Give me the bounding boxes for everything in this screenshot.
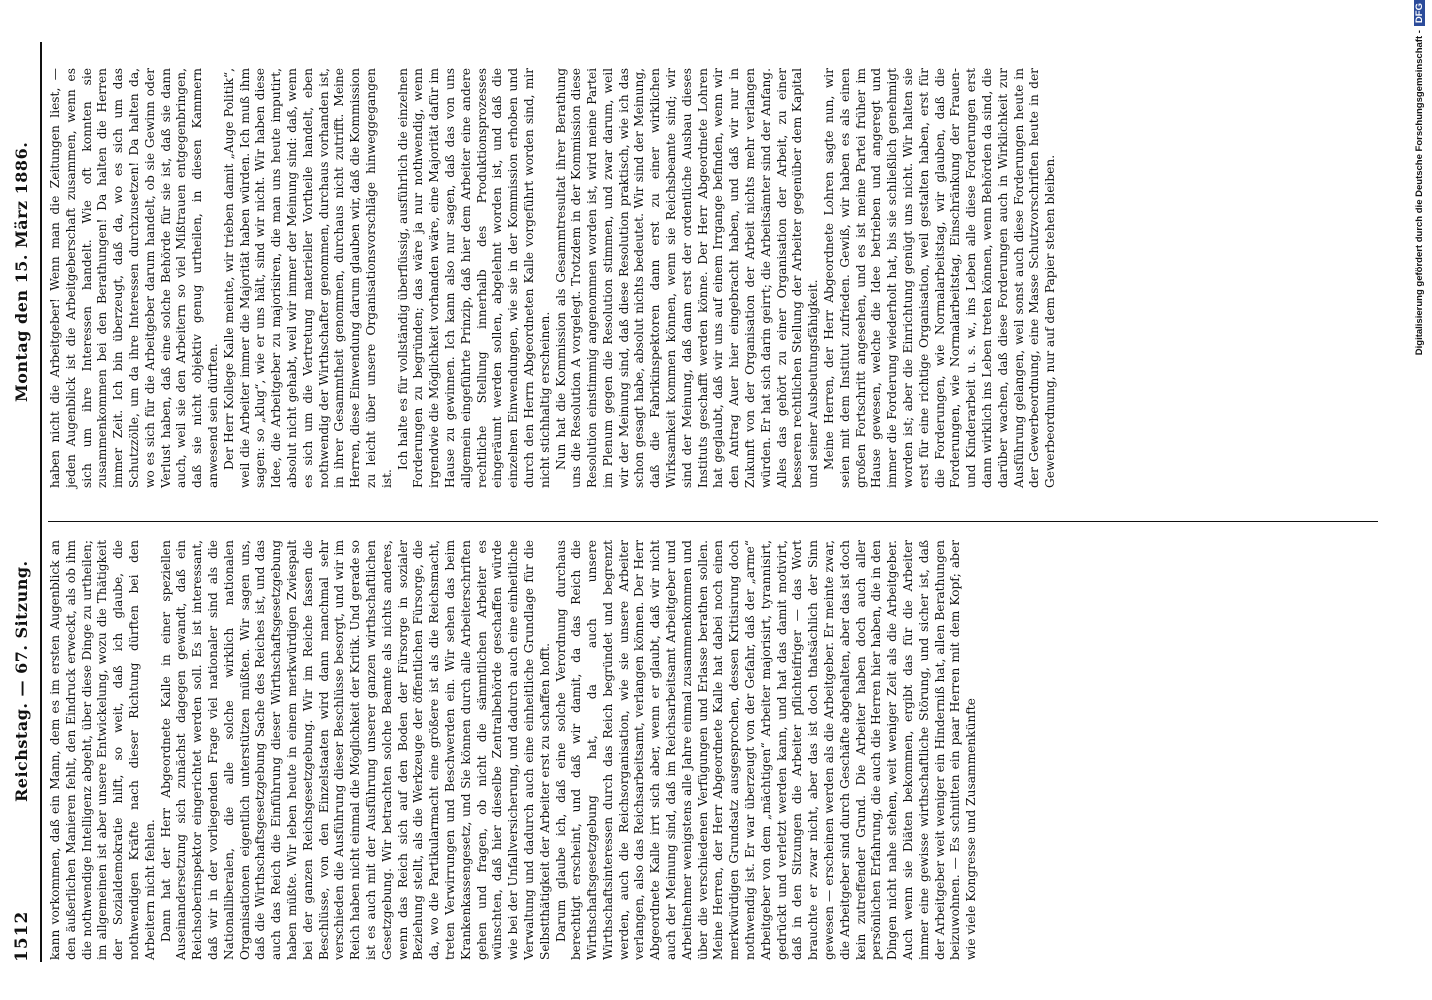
paragraph: Dann hat der Herr Abgeordnete Kalle in einer speziellen Auseinandersetzung sich zunächst dagegen gewandt, daß ein Reichsoberinspektor eingerichtet werden soll. Es ist interessant, daß wir in der vorliegenden Frage viel nationaler sind als die Nationalliberalen, die alle solche wirklich nationalen Organisationen eigentlich unterstützen müßten. Wir sagen uns, daß die Wirthschaftsgesetzgebung Sache des Reiches ist, und das auch das Reich die Einführung dieser Wirthschaftsgesetzgebung haben müßte. Wir leben heute in einem merkwürdigen Zwiespalt bei der ganzen Reichsgesetzgebung. Wir im Reiche fassen die Beschlüsse, von den Einzelstaaten wird dann manchmal sehr verschieden die Ausführung dieser Beschlüsse besorgt, und wir im Reich haben nicht einmal die Möglichkeit der Kritik. Und gerade so ist es auch mit der Ausführung unserer ganzen wirthschaftlichen Gesetzgebung. Wir betrachten solche Beamte als nichts anderes, wenn das Reich sich auf den Boden der Fürsorge in sozialer Beziehung stellt, als die Werkzeuge der öffentlichen Fürsorge, die da, wo die Partikularmacht eine größere ist als die Reichsmacht, treten Verwirrungen und Beschwerden ein. Wir sehen das beim Krankenkassengesetz, und Sie können durch alle Arbeiterschriften gehen und fragen, ob nicht die sämmtlichen Arbeiter es wünschten, daß hier dieselbe Zentralbehörde geschaffen würde wie bei der Unfallversicherung, und dadurch auch eine einheitliche Verwaltung und dadurch auch eine einheitliche Grundlage für die Selbstthätigkeit der Arbeiter erst zu schaffen hofft.: [158, 540, 552, 960]
digitization-sidebar: [1412, 0, 1432, 1000]
left-column: [48, 540, 980, 960]
column-divider: [48, 521, 1378, 522]
session-title: Reichstag. — 67. Sitzung.: [12, 560, 31, 802]
dfg-logo: DFG: [1414, 0, 1425, 26]
paragraph: kann vorkommen, daß ein Mann, dem es im ersten Augenblick an den äußerlichen Manieren fehlt, den Eindruck erweckt, als ob ihm die nothwendige Intelligenz abgeht, über diese Dinge zu urtheilen; im allgemeinen ist aber unsere Entwickelung, wozu die Thätigkeit der Sozialdemokratie hilft, so weit, daß ich glaube, die nothwendigen Kräfte nach dieser Richtung dürften bei den Arbeitern nicht fehlen.: [48, 540, 157, 960]
paragraph: Meine Herren, der Herr Abgeordnete Lohren sagte nun, wir seien mit dem Institut zufrieden. Gewiß, wir haben es als einen großen Fortschritt angesehen, und es ist meine Partei früher im Hause gewesen, welche die Idee betrieben und angeregt und immer die Forderung wiederholt hat, bis sie schließlich genehmigt worden ist; aber die Einrichtung genügt uns nicht. Wir halten sie erst für eine richtige Organisation, weil gestalten haben, erst für die Forderungen, wie Normalarbeitstag, wir glauben, daß die Forderungen, wie Normalarbeitstag, Einschränkung der Frauen- und Kinderarbeit u. s. w., ins Leben alle diese Forderungen erst dann wirklich ins Leben treten können, wenn Behörden da sind, die darüber wachen, daß diese Forderungen auch in Wirklichkeit zur Ausführung gelangen, weil sonst auch diese Forderungen heute in der Gewerbeordnung, eine Masse Schutzvorschriften heute in der Gewerbeordnung, nur auf dem Papier stehen bleiben.: [822, 68, 1058, 488]
paragraph: Der Herr Kollege Kalle meinte, wir trieben damit „Auge Politik“, weil die Arbeiter immer die Majorität haben würden. Ich muß ihm sagen: so „klug“, wie er uns hält, sind wir nicht. Wir haben diese Idee, die Arbeitgeber zu majorisiren, die man uns heute imputirt, absolut nicht gehabt, weil wir immer der Meinung sind: daß, wenn es sich um die Vertretung materieller Vortheile handelt, eben nothwendig der Wirthschafter genommen, durchaus vorhanden ist, in ihrer Gesammtheit genommen, durchaus nicht zutrifft. Meine Herren, diese Einwendung darum glauben wir, daß die Kommission zu leicht über unsere Organisationsvorschläge hinweggegangen ist.: [221, 68, 394, 488]
paragraph: Darum glaube ich, daß eine solche Verordnung durchaus berechtigt erscheint, und daß wir damit, da das Reich die Wirthschaftsgesetzgebung hat, da auch unsere Wirthschaftsinteressen durch das Reich begründet und begrenzt werden, auch die Reichsorganisation, wie sie unsere Arbeiter verlangen, also das Reichsarbeitsamt, verlangen können. Der Herr Abgeordnete Kalle irrt sich aber, wenn er glaubt, daß wir nicht auch der Meinung sind, daß im Reichsarbeitsamt Arbeitgeber und Arbeitnehmer wenigstens alle Jahre einmal zusammenkommen und über die verschiedenen Verfügungen und Erlasse berathen sollen. Meine Herren, der Herr Abgeordnete Kalle hat dabei noch einen merkwürdigen Grundsatz ausgesprochen, dessen Kritisirung doch nothwendig ist. Er war überzeugt von der Gefahr, daß der „arme“ Arbeitgeber von dem „mächtigen“ Arbeiter majorisirt, tyrannisirt, gedrückt und verletzt werden kann, und hat das damit motivirt, daß in den Sitzungen die Arbeiter pflichteifriger — das Wort brauchte er zwar nicht, aber das ist doch thatsächlich der Sinn gewesen — erscheinen werden als die Arbeitgeber. Er meinte zwar, die Arbeitgeber sind durch Geschäfte abgehalten, aber das ist doch kein zutreffender Grund. Die Arbeiter haben doch auch aller persönlichen Erfahrung, die auch die Herren hier haben, die in den Dingen nicht nahe stehen, weit weniger Zeit als die Arbeitgeber. Auch wenn sie Diäten bekommen, ergibt das für die Arbeiter immer eine gewisse wirthschaftliche Störung, und sicher ist, daß der Arbeitgeber weit weniger ein Hinderniß hat, allen Berathungen beizuwohnen. — Es schnitten ein paar Herren mit dem Kopf; aber wie viele Kongresse und Zusammenkünfte: [553, 540, 979, 960]
paragraph: Ich halte es für vollständig überflüssig, ausführlich die einzelnen Forderungen zu begründen; das wäre ja nur nothwendig, wenn irgendwie die Möglichkeit vorhanden wäre, eine Majorität dafür im Hause zu gewinnen. Ich kann also nur sagen, daß das von uns allgemein eingeführte Prinzip, daß hier dem Arbeiter eine andere rechtliche Stellung innerhalb des Produktionsprozesses eingeräumt werden sollen, abgelehnt worden ist, und daß die einzelnen Einwendungen, wie sie in der Kommission erhoben und durch den Herrn Abgeordneten Kalle vorgeführt worden sind, mir nicht stichhaltig erscheinen.: [395, 68, 552, 488]
paragraph: haben nicht die Arbeitgeber! Wenn man die Zeitungen liest, — jeden Augenblick ist die Arbeitgeberschaft zusammen, wenn es sich um ihre Interessen handelt. Wie oft konnten sie zusammenkommen bei den Berathungen! Da halten die Herren immer Zeit. Ich bin überzeugt, daß da, wo es sich um das Schutzzölle, um da ihre Interessen durchzusetzen! Da halten da, wo es sich für die Arbeitgeber darum handelt, ob sie Gewinn oder Verlust haben, daß eine solche Behörde für sie ist, daß sie dann auch, weil sie den Arbeitern so viel Mißtrauen entgegenbringen, daß sie nicht objektiv genug urtheilen, in diesen Kammern anwesend sein dürften.: [48, 68, 220, 488]
right-column: [48, 68, 1059, 488]
session-date: Montag den 15. März 1886.: [12, 141, 31, 402]
page-number: 1512: [12, 910, 32, 962]
header-rule: [40, 42, 42, 962]
paragraph: Nun hat die Kommission als Gesammtresultat ihrer Berathung uns die Resolution A vorgelegt. Trotzdem in der Kommission diese Resolution einstimmig angenommen worden ist, wird meine Partei im Plenum gegen die Resolution stimmen, und zwar darum, weil wir der Meinung sind, daß diese Resolution praktisch, wie ich das schon gesagt habe, absolut nichts bedeutet. Wir sind der Meinung, daß die Fabrikinspektoren dann erst zu einer wirklichen Wirksamkeit kommen können, wenn sie Reichsbeamte sind; wir sind der Meinung, daß dann erst der ordentliche Ausbau dieses Instituts geschafft werden könne. Der Herr Abgeordnete Lohren hat geglaubt, daß wir uns auf einem Irrgange befinden, wenn wir den Antrag Auer hier eingebracht haben, und daß wir nur in Zukunft von der Organisation der Arbeit nichts mehr verlangen würden. Er hat sich darin geirrt; die Arbeitsämter sind der Anfang. Alles das gehört zu einer Organisation der Arbeit, zu einer besseren rechtlichen Stellung der Arbeiter gegenüber dem Kapital und seiner Ausbeutungsfähigkeit.: [553, 68, 821, 488]
digitization-note-line: [1414, 0, 1432, 996]
page-header: [6, 42, 42, 962]
digitization-note: Digitalisierung gefördert durch die Deutsche Forschungsgemeinschaft -: [1414, 30, 1425, 356]
